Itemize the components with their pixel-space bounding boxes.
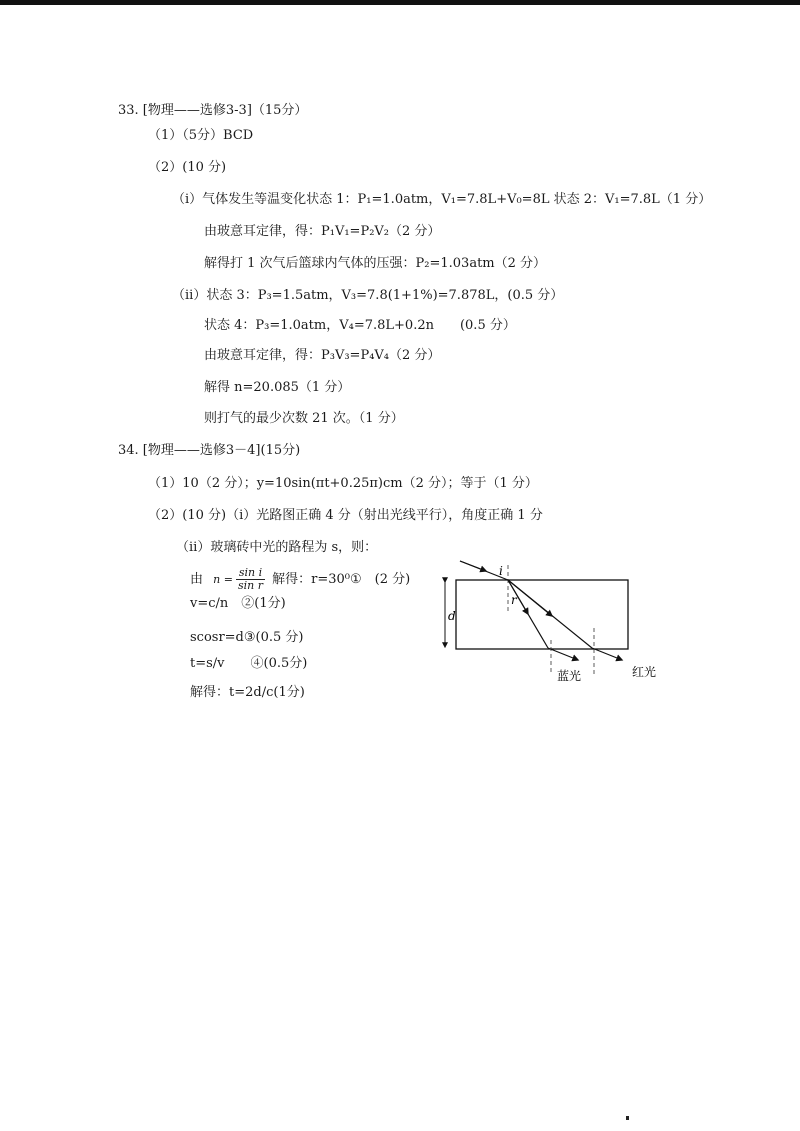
q34-ii-intro: （ⅱ）玻璃砖中光的路程为 s，则： (176, 540, 378, 555)
q34-eq4: t=s/v ④(0.5分) (190, 656, 308, 671)
blue-ray-exit (548, 648, 578, 660)
q34-part2: （2）(10 分)（ⅰ）光路图正确 4 分（射出光线平行），角度正确 1 分 (148, 508, 543, 523)
q33-i-line3: 解得打 1 次气后篮球内气体的压强：P₂=1.03atm（2 分） (204, 256, 547, 271)
q33-ii-line5: 则打气的最少次数 21 次。（1 分） (204, 411, 404, 426)
red-ray-exit (592, 648, 622, 660)
q34-eq5: 解得：t=2d/c(1分) (190, 685, 305, 700)
q34-heading: 34. [物理——选修3－4](15分) (118, 443, 301, 458)
q34-eq1-lhs: n = (213, 573, 233, 586)
q33-ii-line3: 由玻意耳定律，得：P₃V₃=P₄V₄（2 分） (204, 348, 441, 363)
fraction-denominator: sin r (237, 579, 263, 592)
q34-part1: （1）10（2 分）；y=10sin(πt+0.25π)cm（2 分）；等于（1 分） (148, 476, 538, 491)
thickness-indicator (445, 582, 456, 647)
q33-ii-line4: 解得 n=20.085（1 分） (204, 380, 351, 395)
q33-part1: （1）（5分）BCD (148, 128, 254, 143)
fraction-numerator: sin i (236, 567, 265, 580)
label-red-light: 红光 (632, 665, 657, 679)
incident-ray-arrow (460, 561, 486, 571)
q33-ii-line2: 状态 4：P₃=1.0atm，V₄=7.8L+0.2n (0.5 分） (204, 318, 516, 333)
q34-eq1-prefix: 由 (190, 572, 204, 587)
q34-eq2: v=c/n ②(1分) (190, 596, 286, 611)
q33-heading: 33. [物理——选修3-3]（15分） (118, 103, 308, 118)
label-d: d (448, 609, 456, 623)
q33-ii-line1: （ii）状态 3：P₃=1.5atm，V₃=7.8(1+1%)=7.878L，(0.5 分） (172, 288, 564, 303)
label-r: r (511, 593, 517, 607)
q33-i-line1: （i）气体发生等温变化状态 1：P₁=1.0atm，V₁=7.8L+V₀=8L 状态 2：V₁=7.8L（1 分） (172, 192, 712, 207)
q33-part2: （2）(10 分) (148, 160, 227, 175)
q34-eq3: scosr=d③(0.5 分) (190, 630, 304, 645)
q34-eq1-suffix: 解得：r=30⁰① (2 分) (272, 572, 411, 587)
label-blue-light: 蓝光 (557, 669, 582, 683)
label-i: i (499, 564, 503, 578)
q33-i-line2: 由玻意耳定律，得：P₁V₁=P₂V₂（2 分） (204, 224, 441, 239)
scan-speck (626, 1116, 629, 1120)
